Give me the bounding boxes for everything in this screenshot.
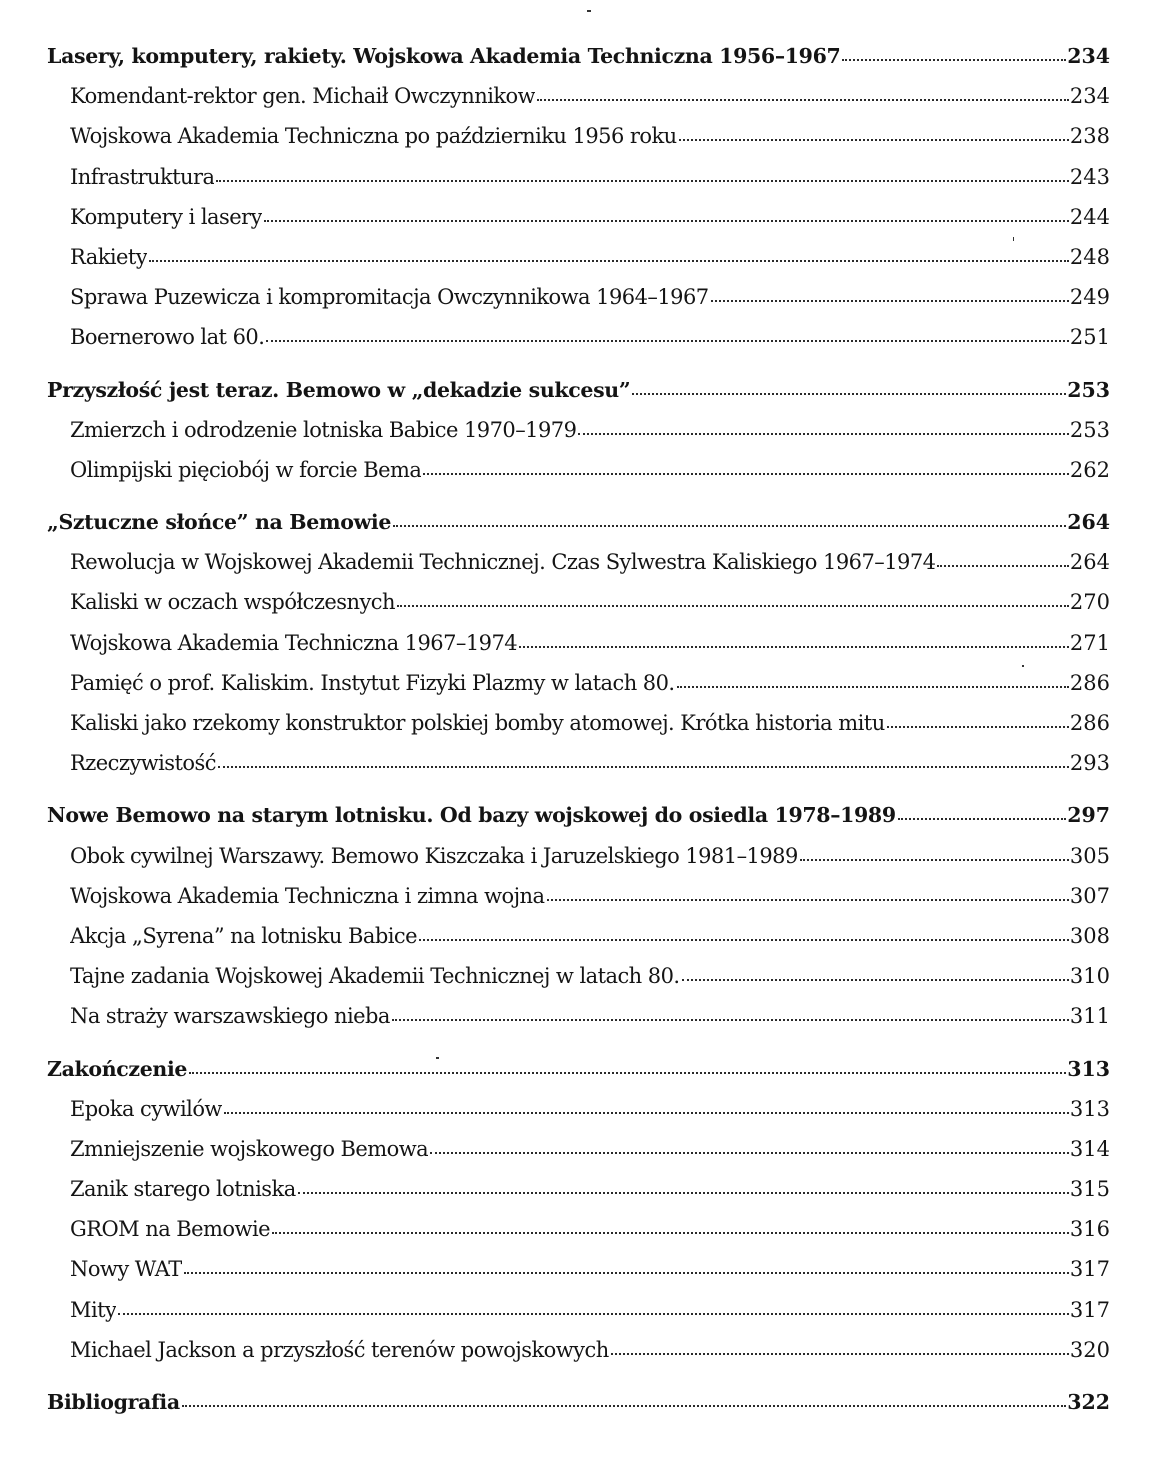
dot-leader	[682, 978, 1069, 981]
dot-leader	[189, 1071, 1066, 1074]
toc-section-entry[interactable]	[47, 1169, 1110, 1209]
dot-leader	[677, 685, 1069, 688]
toc-section-entry[interactable]	[47, 410, 1110, 450]
toc-chapter-entry[interactable]	[47, 36, 1110, 76]
page-number: 286	[1069, 670, 1110, 695]
scan-speck	[436, 1057, 439, 1059]
dot-leader	[149, 259, 1069, 262]
toc-section-entry[interactable]	[47, 1290, 1110, 1330]
section-title: Pamięć o prof. Kaliskim. Instytut Fizyki Plazmy w latach 80.	[70, 670, 675, 695]
section-title: Zmierzch i odrodzenie lotniska Babice 1970–1979	[70, 417, 577, 442]
section-title: Rzeczywistość	[70, 751, 216, 776]
chapter-title: „Sztuczne słońce” na Bemowie	[47, 510, 392, 535]
section-title: Na straży warszawskiego nieba	[70, 1004, 390, 1029]
page-number: 311	[1069, 1004, 1110, 1029]
section-title: Rewolucja w Wojskowej Akademii Technicznej. Czas Sylwestra Kaliskiego 1967–1974	[70, 550, 936, 575]
section-title: Michael Jackson a przyszłość terenów powojskowych	[70, 1337, 609, 1362]
page-number: 253	[1067, 377, 1110, 402]
section-title: Zmniejszenie wojskowego Bemowa	[70, 1136, 429, 1161]
section-title: Komputery i lasery	[70, 204, 262, 229]
page-number: 234	[1069, 84, 1110, 109]
section-title: Sprawa Puzewicza i kompromitacja Owczynnikowa 1964–1967	[70, 285, 709, 310]
section-title: Wojskowa Akademia Techniczna i zimna wojna	[70, 883, 545, 908]
page-number: 317	[1069, 1257, 1110, 1282]
dot-leader	[519, 645, 1069, 648]
section-title: Komendant-rektor gen. Michaił Owczynnikow	[70, 84, 536, 109]
toc-section-entry[interactable]	[47, 876, 1110, 916]
dot-leader	[298, 1191, 1069, 1194]
section-title: Zanik starego lotniska	[70, 1177, 296, 1202]
dot-leader	[264, 219, 1069, 222]
page-number: 310	[1069, 964, 1110, 989]
toc-section-entry[interactable]	[47, 76, 1110, 116]
toc-section-entry[interactable]	[47, 1209, 1110, 1249]
toc-chapter	[47, 795, 1110, 1036]
section-title: Obok cywilnej Warszawy. Bemowo Kiszczaka i Jaruzelskiego 1981–1989	[70, 843, 798, 868]
toc-chapter	[47, 36, 1110, 358]
page-number: 251	[1069, 325, 1110, 350]
page-number: 320	[1069, 1337, 1110, 1362]
page-number: 286	[1069, 711, 1110, 735]
dot-leader	[392, 1018, 1069, 1021]
toc-section-entry[interactable]	[47, 1089, 1110, 1129]
chapter-title: Przyszłość jest teraz. Bemowo w „dekadzie sukcesu”	[47, 377, 631, 402]
section-title: Rakiety	[70, 244, 148, 269]
toc-chapter-entry[interactable]	[47, 1049, 1110, 1089]
dot-leader	[184, 1271, 1069, 1274]
page-number: 249	[1069, 285, 1110, 310]
dot-leader	[898, 817, 1066, 820]
page-number: 262	[1069, 457, 1110, 482]
toc-chapter-entry[interactable]	[47, 502, 1110, 542]
toc-chapter-entry[interactable]	[47, 370, 1110, 410]
page-number: 313	[1067, 1056, 1110, 1081]
page-number: 313	[1069, 1096, 1110, 1121]
section-title: Infrastruktura	[70, 164, 215, 189]
page-number: 322	[1067, 1390, 1110, 1414]
chapter-title: Lasery, komputery, rakiety. Wojskowa Akademia Techniczna 1956–1967	[47, 44, 841, 68]
page-number: 244	[1069, 204, 1110, 229]
page-number: 270	[1069, 590, 1110, 615]
toc-section-entry[interactable]	[47, 450, 1110, 490]
page-number: 293	[1069, 751, 1110, 776]
dot-leader	[537, 98, 1069, 101]
toc-section-entry[interactable]	[47, 623, 1110, 663]
dot-leader	[182, 1404, 1066, 1407]
toc-section-entry[interactable]	[47, 1129, 1110, 1169]
scan-speck	[1013, 237, 1014, 241]
page-number: 264	[1067, 510, 1110, 535]
page-number: 248	[1069, 244, 1110, 269]
toc-section-entry[interactable]	[47, 703, 1110, 743]
dot-leader	[887, 725, 1069, 728]
section-title: Boernerowo lat 60.	[70, 325, 265, 350]
dot-leader	[216, 179, 1068, 182]
section-title: Tajne zadania Wojskowej Akademii Technicznej w latach 80.	[70, 964, 680, 989]
toc-section-entry[interactable]	[47, 836, 1110, 876]
page-number: 314	[1069, 1136, 1110, 1161]
toc-section-entry[interactable]	[47, 542, 1110, 582]
toc-section-entry[interactable]	[47, 916, 1110, 956]
section-title: Akcja „Syrena” na lotnisku Babice	[70, 923, 418, 948]
page-number: 238	[1069, 124, 1110, 149]
scan-speck	[587, 10, 591, 12]
dot-leader	[419, 938, 1069, 941]
page-number: 297	[1067, 803, 1110, 828]
dot-leader	[397, 604, 1069, 607]
page-number: 271	[1069, 630, 1110, 655]
page-number: 305	[1069, 843, 1110, 868]
dot-leader	[430, 1151, 1069, 1154]
scan-speck	[1022, 665, 1024, 667]
dot-leader	[393, 524, 1066, 527]
toc-section-entry[interactable]	[47, 116, 1110, 156]
dot-leader	[224, 1111, 1069, 1114]
dot-leader	[118, 1312, 1069, 1315]
dot-leader	[611, 1352, 1069, 1355]
toc-section-entry[interactable]	[47, 157, 1110, 197]
toc-chapter	[47, 370, 1110, 491]
section-title: Wojskowa Akademia Techniczna po październiku 1956 roku	[70, 124, 677, 149]
page-number: 316	[1069, 1217, 1110, 1242]
section-title: Kaliski jako rzekomy konstruktor polskiej bomby atomowej. Krótka historia mitu	[70, 711, 885, 735]
dot-leader	[842, 58, 1066, 61]
toc-section-entry[interactable]	[47, 582, 1110, 622]
dot-leader	[272, 1231, 1069, 1234]
toc-chapter	[47, 1382, 1110, 1422]
toc-chapter-entry[interactable]	[47, 1382, 1110, 1422]
dot-leader	[937, 564, 1068, 567]
page-number: 234	[1067, 44, 1110, 68]
toc-chapter	[47, 1049, 1110, 1371]
toc-chapter-entry[interactable]	[47, 795, 1110, 835]
toc-section-entry[interactable]	[47, 663, 1110, 703]
toc-section-entry[interactable]	[47, 237, 1110, 277]
toc-section-entry[interactable]	[47, 996, 1110, 1036]
toc-chapter	[47, 502, 1110, 783]
dot-leader	[423, 472, 1069, 475]
page-number: 307	[1069, 883, 1110, 908]
chapter-title: Zakończenie	[47, 1056, 188, 1081]
page-number: 243	[1069, 164, 1110, 189]
dot-leader	[679, 138, 1069, 141]
dot-leader	[266, 339, 1069, 342]
toc-section-entry[interactable]	[47, 317, 1110, 357]
dot-leader	[547, 898, 1069, 901]
chapter-title: Nowe Bemowo na starym lotnisku. Od bazy wojskowej do osiedla 1978–1989	[47, 803, 896, 828]
section-title: Nowy WAT	[70, 1257, 182, 1282]
page-number: 308	[1069, 923, 1110, 948]
section-title: Epoka cywilów	[70, 1096, 222, 1121]
table-of-contents	[47, 36, 1110, 1422]
toc-section-entry[interactable]	[47, 277, 1110, 317]
page-number: 264	[1069, 550, 1110, 575]
section-title: Mity	[70, 1297, 117, 1322]
chapter-title: Bibliografia	[47, 1390, 180, 1414]
dot-leader	[218, 765, 1069, 768]
toc-section-entry[interactable]	[47, 956, 1110, 996]
toc-section-entry[interactable]	[47, 1330, 1110, 1370]
toc-section-entry[interactable]	[47, 1249, 1110, 1289]
section-title: Kaliski w oczach współczesnych	[70, 590, 395, 615]
toc-section-entry[interactable]	[47, 743, 1110, 783]
page-number: 315	[1069, 1177, 1110, 1202]
section-title: Wojskowa Akademia Techniczna 1967–1974	[70, 630, 518, 655]
dot-leader	[711, 299, 1069, 302]
page-number: 253	[1069, 417, 1110, 442]
toc-section-entry[interactable]	[47, 197, 1110, 237]
dot-leader	[632, 392, 1066, 395]
section-title: GROM na Bemowie	[70, 1217, 270, 1242]
dot-leader	[578, 432, 1069, 435]
page-number: 317	[1069, 1297, 1110, 1322]
section-title: Olimpijski pięciobój w forcie Bema	[70, 457, 422, 482]
dot-leader	[800, 858, 1069, 861]
